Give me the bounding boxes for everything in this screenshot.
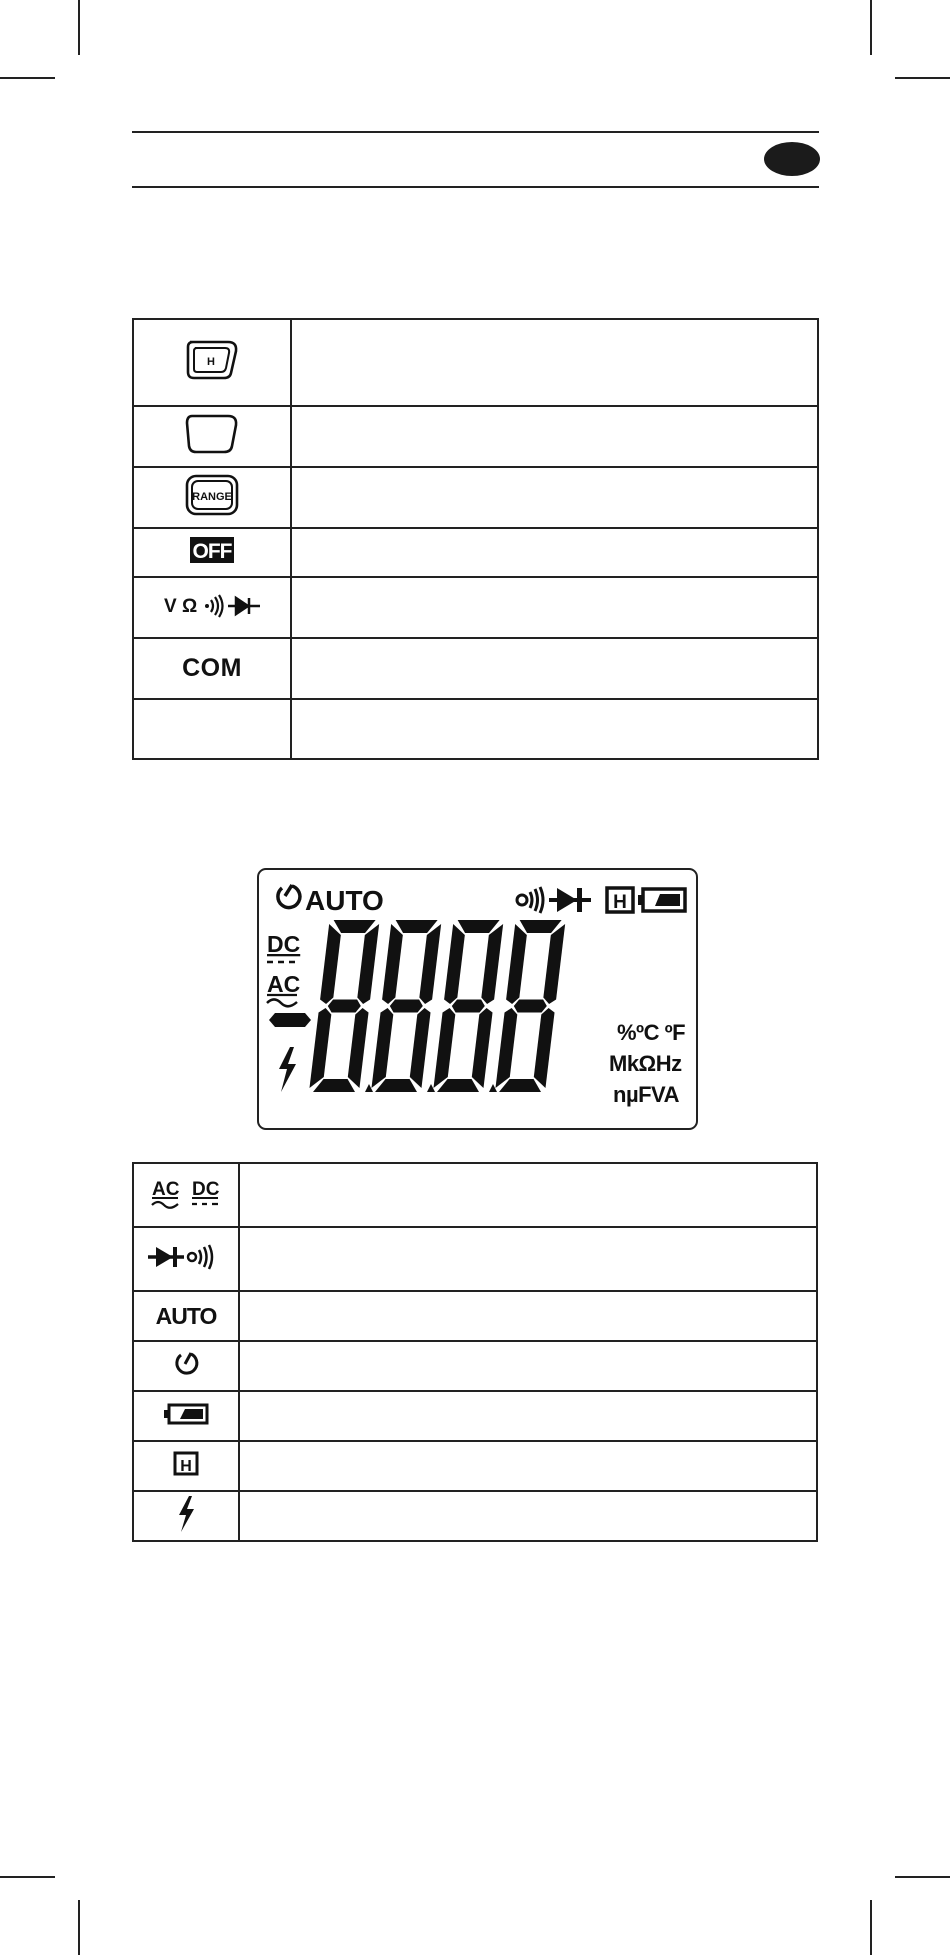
svg-text:RANGE: RANGE [192, 491, 232, 503]
table-row [133, 1163, 817, 1227]
header-top-rule [132, 131, 819, 133]
auto-power-off-icon [278, 885, 300, 908]
battery-icon [638, 889, 685, 911]
digit-segment [396, 920, 438, 933]
table-row [133, 319, 818, 406]
symbol-description [239, 1441, 817, 1491]
digit-segment [444, 924, 465, 1004]
digit-segment [375, 1079, 417, 1092]
symbol-description [239, 1163, 817, 1227]
ac-indicator: AC [267, 971, 301, 997]
auto-range-icon: AUTO [133, 1291, 239, 1341]
key-description [291, 577, 818, 638]
key-description [291, 467, 818, 528]
auto-power-off-icon [133, 1341, 239, 1391]
crop-mark [870, 1900, 872, 1955]
digit-segment [371, 1008, 393, 1088]
crop-mark [895, 77, 950, 79]
table-row [133, 467, 818, 528]
empty-cell [133, 699, 291, 759]
ac-dc-icon [133, 1163, 239, 1227]
digit-segment [514, 1000, 547, 1013]
crop-mark [870, 0, 872, 55]
crop-mark [895, 1876, 950, 1878]
digit-segment [543, 924, 565, 1004]
crop-mark [0, 1876, 55, 1878]
digit-segment [382, 924, 403, 1004]
digit-display [309, 920, 565, 1092]
table-row [133, 577, 818, 638]
data-hold-icon [133, 1441, 239, 1491]
digit-segment [534, 1008, 555, 1088]
table-row [133, 1491, 817, 1541]
language-badge [764, 142, 820, 176]
symbol-description [239, 1227, 817, 1291]
hold-indicator-icon [607, 888, 633, 913]
low-battery-icon [133, 1391, 239, 1441]
table-row [133, 1291, 817, 1341]
digit-segment [390, 1000, 423, 1013]
table-row [133, 1227, 817, 1291]
svg-text:AC: AC [152, 1178, 180, 1200]
range-button-icon [133, 467, 291, 528]
hold-button-icon [133, 319, 291, 406]
svg-text:H: H [180, 1457, 192, 1475]
auto-indicator: AUTO [305, 885, 384, 916]
digit-segment [410, 1008, 431, 1088]
svg-text:DC: DC [192, 1178, 220, 1200]
units-row-2: MkΩHz [609, 1051, 682, 1076]
header-bottom-rule [132, 186, 819, 188]
key-description [291, 699, 818, 759]
digit-segment [334, 920, 376, 933]
digit-segment [495, 1008, 517, 1088]
key-description [291, 638, 818, 699]
digit-segment [437, 1079, 479, 1092]
key-description [291, 528, 818, 577]
digit-segment [506, 924, 527, 1004]
svg-text:OFF: OFF [192, 540, 232, 563]
symbols-table [132, 1162, 818, 1542]
symbol-description [239, 1491, 817, 1541]
dc-indicator: DC [267, 931, 301, 957]
symbol-description [239, 1291, 817, 1341]
table-row [133, 699, 818, 759]
diode-icon [549, 888, 591, 912]
com-jack-icon: COM [133, 638, 291, 699]
units-row-3: nµFVA [613, 1082, 679, 1107]
high-voltage-icon [133, 1491, 239, 1541]
digit-segment [520, 920, 562, 933]
crop-mark [0, 77, 55, 79]
svg-text:H: H [207, 356, 215, 368]
digit-segment [357, 924, 379, 1004]
digit-segment [452, 1000, 485, 1013]
digit-segment [419, 924, 441, 1004]
blank-button-icon [133, 406, 291, 467]
continuity-icon [517, 887, 543, 913]
high-voltage-icon [279, 1047, 296, 1092]
crop-mark [78, 0, 80, 55]
digit-segment [313, 1079, 355, 1092]
table-row [133, 406, 818, 467]
table-row [133, 528, 818, 577]
table-row [133, 638, 818, 699]
svg-text:V Ω: V Ω [164, 596, 198, 617]
units-row-1: %ºC ºF [617, 1020, 686, 1045]
table-row [133, 1441, 817, 1491]
table-row [133, 1391, 817, 1441]
minus-segment [269, 1013, 311, 1027]
digit-segment [481, 924, 503, 1004]
decimal-point [365, 1084, 373, 1092]
input-jack-icon [133, 577, 291, 638]
decimal-point [489, 1084, 497, 1092]
lcd-display-diagram [257, 868, 698, 1130]
off-position-icon [133, 528, 291, 577]
crop-mark [78, 1900, 80, 1955]
digit-segment [348, 1008, 369, 1088]
digit-segment [320, 924, 341, 1004]
table-row [133, 1341, 817, 1391]
digit-segment [499, 1079, 541, 1092]
digit-segment [472, 1008, 493, 1088]
digit-segment [433, 1008, 455, 1088]
key-description [291, 319, 818, 406]
symbol-description [239, 1391, 817, 1441]
decimal-point [427, 1084, 435, 1092]
key-description [291, 406, 818, 467]
digit-segment [458, 920, 500, 933]
digit-segment [328, 1000, 361, 1013]
svg-text:H: H [613, 892, 627, 913]
diode-continuity-icon [133, 1227, 239, 1291]
controls-table [132, 318, 819, 760]
symbol-description [239, 1341, 817, 1391]
digit-segment [309, 1008, 331, 1088]
